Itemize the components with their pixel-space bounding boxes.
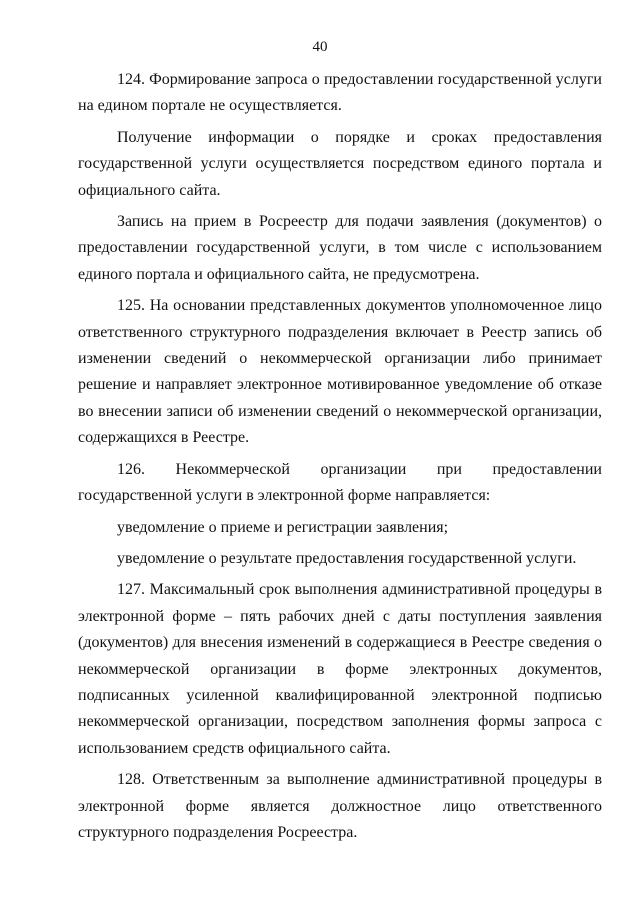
paragraph-appointment: Запись на прием в Росреестр для подачи заявления (документов) о предоставлении государственной услуги, в том числе с использованием единого портала и официального сайта, не предусмотрена. [78,213,602,283]
paragraph-124: 124. Формирование запроса о предоставлении государственной услуги на едином портале не осуществляется. [78,71,602,115]
list-item-receipt-notice: уведомление о приеме и регистрации заявления; [117,518,449,536]
paragraph-126: 126. Некоммерческой организации при предоставлении государственной услуги в электронной форме направляется: [78,460,602,505]
document-body [78,67,602,851]
paragraph-information: Получение информации о порядке и сроках предоставления государственной услуги осуществляется посредством единого портала и официального сайта. [78,128,602,199]
paragraph-127: 127. Максимальный срок выполнения административной процедуры в электронной форме – пять рабочих дней с даты поступления заявления (документов) для внесения изменений в содержащиеся в Реестре сведения о некоммерческой организации в форме электронных документов, подписанных усиленной квалифицированной электронной подписью некоммерческой организации, посредством заполнения формы запроса с использованием средств официального сайта. [78,581,602,757]
page-number: 40 [312,39,328,55]
paragraph-128: 128. Ответственным за выполнение административной процедуры в электронной форме является должностное лицо ответственного структурного подразделения Росреестра. [78,771,602,841]
list-item-result-notice: уведомление о результате предоставления государственной услуги. [117,549,577,567]
paragraph-125: 125. На основании представленных документов уполномоченное лицо ответственного структурного подразделения включает в Реестр запись об изменении сведений о некоммерческой организации либо принимает решение и направляет электронное мотивированное уведомление об отказе во внесении записи об изменении сведений о некоммерческой организации, содержащихся в Реестре. [78,297,602,447]
